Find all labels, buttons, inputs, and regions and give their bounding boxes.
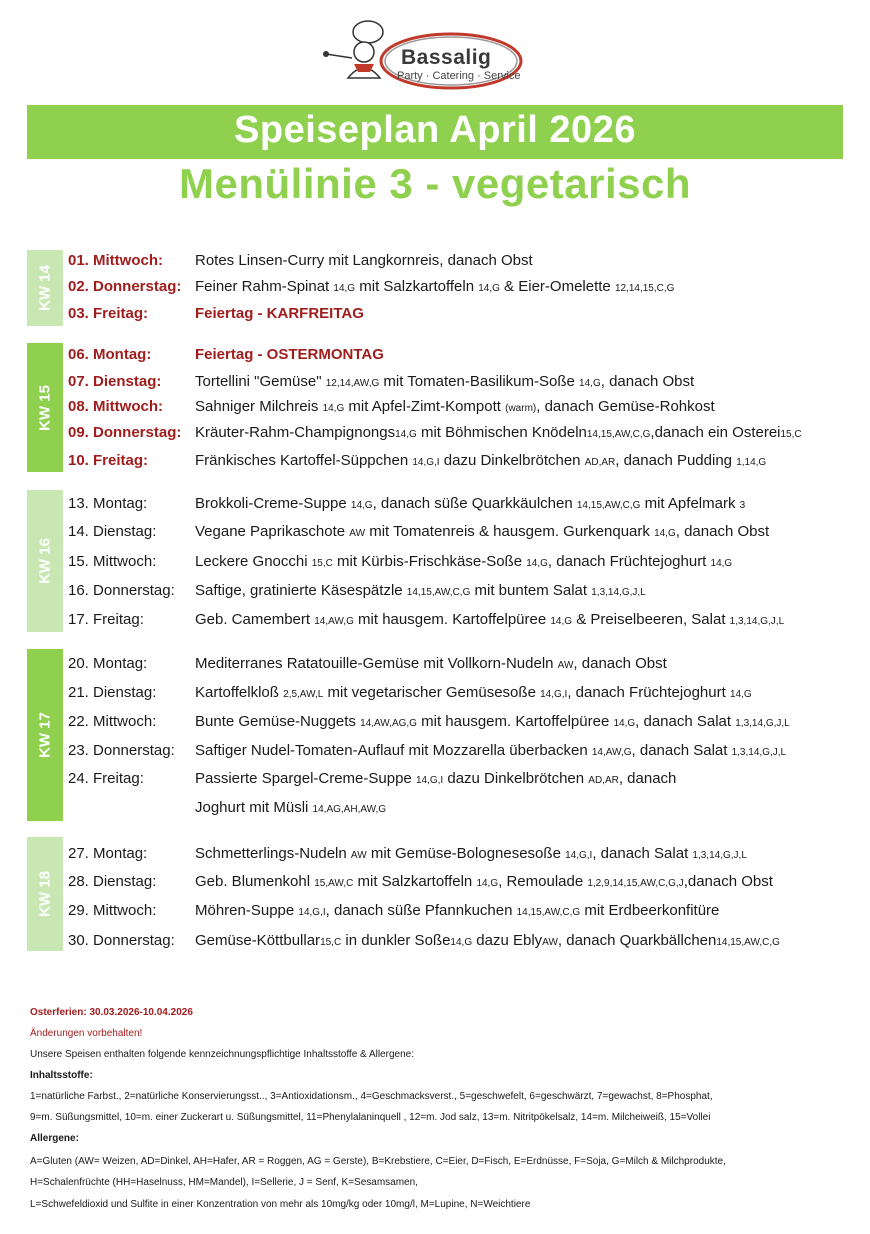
week-label [27, 649, 63, 821]
title-banner [27, 105, 843, 159]
allergen-code: 14,G [613, 718, 636, 729]
menu-day: 15. Mittwoch: [68, 553, 157, 570]
dish-text: Vegane Paprikaschote [195, 523, 350, 540]
dish-text: mit Apfelmark [640, 495, 740, 512]
menu-row [68, 655, 858, 679]
allergen-code: 1,14,G [736, 457, 767, 468]
week-label-text: KW 18 [36, 871, 54, 917]
menu-row [68, 398, 858, 422]
holiday-text: Feiertag - OSTERMONTAG [195, 346, 384, 363]
menu-day: 10. Freitag: [68, 452, 149, 469]
menu-day: 14. Dienstag: [68, 523, 157, 540]
allergens-line: H=Schalenfrüchte (HH=Haselnuss, HM=Mandel), I=Sellerie, J = Senf, K=Sesamsamen, [30, 1177, 418, 1188]
allergen-code: 14,G,I [565, 850, 593, 861]
dish-text: Geb. Camembert [195, 611, 315, 628]
week-label [27, 250, 63, 326]
dish-text: mit hausgem. Kartoffelpüree [416, 713, 614, 730]
menu-row [68, 495, 858, 519]
allergen-code: 14,G [476, 878, 499, 889]
dish-text: Schmetterlings-Nudeln [195, 845, 351, 862]
dish-text: dazu Dinkelbrötchen [439, 452, 585, 469]
allergen-code: 14,G [450, 937, 473, 948]
ingredients-line: 1=natürliche Farbst., 2=natürliche Konservierungsst.., 3=Antioxidationsm., 4=Geschmacksverst., 5=geschwefelt, 6=geschwärzt, 7=gewachst, 8=Phosphat, [30, 1091, 713, 1102]
holiday-notice: Osterferien: 30.03.2026-10.04.2026 [30, 1007, 193, 1018]
menu-day: 20. Montag: [68, 655, 148, 672]
allergen-code: 14,AW,G [314, 616, 354, 627]
menu-day: 09. Donnerstag: [68, 424, 182, 441]
allergen-code: 14,G [526, 558, 548, 569]
dish-text: Möhren-Suppe [195, 902, 299, 919]
allergen-code: 14,G [350, 500, 373, 511]
dish-text: Tortellini "Gemüse" [195, 373, 326, 390]
dish-text: Sahniger Milchreis [195, 398, 323, 415]
menu-row [68, 305, 858, 329]
menu-row [68, 373, 858, 397]
menu-row [68, 742, 858, 766]
allergen-code: AD,AR [584, 457, 616, 468]
menu-day: 30. Donnerstag: [68, 932, 175, 949]
dish-text: Saftige, gratinierte Käsespätzle [195, 582, 407, 599]
week-label-text: KW 14 [36, 265, 54, 311]
allergen-code: 14,G [322, 403, 345, 414]
menu-row [68, 346, 858, 370]
dish-text: & Eier-Omelette [499, 278, 615, 295]
allergen-code: 1,3,14,G,J,L [692, 850, 747, 861]
allergen-code: 14,15,AW,C,G [586, 429, 651, 440]
page-subtitle: Menülinie 3 - vegetarisch [179, 160, 691, 207]
menu-dish [195, 684, 752, 701]
dish-text: mit Tomaten-Basilikum-Soße [379, 373, 580, 390]
menu-day: 27. Montag: [68, 845, 148, 862]
menu-day: 03. Freitag: [68, 305, 149, 322]
dish-text: Fränkisches Kartoffel-Süppchen [195, 452, 413, 469]
dish-text: , danach süße Pfannkuchen [325, 902, 517, 919]
menu-day: 16. Donnerstag: [68, 582, 175, 599]
allergen-code: 14,15,AW,C,G [576, 500, 641, 511]
dish-text: & Preiselbeeren, Salat [572, 611, 730, 628]
allergen-code: AW [557, 660, 574, 671]
menu-row [68, 873, 858, 897]
allergen-code: 1,3,14,G,J,L [735, 718, 790, 729]
menu-day: 01. Mittwoch: [68, 252, 164, 269]
menu-row [68, 932, 858, 956]
dish-text: mit Salzkartoffeln [353, 873, 477, 890]
menu-row [68, 252, 858, 276]
menu-dish [195, 799, 386, 816]
dish-text: ,danach Obst [683, 873, 773, 890]
dish-text: ,danach ein Osterei [650, 424, 781, 441]
allergen-code: 14,G [395, 429, 417, 440]
menu-dish [195, 770, 676, 787]
allergen-code: 14,G,I [298, 907, 326, 918]
allergen-code: 12,14,AW,G [325, 378, 380, 389]
dish-text: , danach Salat [592, 845, 693, 862]
allergen-code: 14,15,AW,C,G [516, 907, 581, 918]
allergen-code: 1,2,9,14,15,AW,C,G,J [587, 878, 684, 889]
dish-text: Mediterranes Ratatouille-Gemüse mit Vollkorn-Nudeln [195, 655, 558, 672]
menu-day: 08. Mittwoch: [68, 398, 164, 415]
menu-dish [195, 398, 715, 415]
menu-dish [195, 523, 769, 540]
dish-text: in dunkler Soße [341, 932, 451, 949]
logo-tagline: Party · Catering · Service [397, 70, 521, 82]
menu-day: 13. Montag: [68, 495, 148, 512]
menu-dish [195, 742, 786, 759]
menu-dish [195, 252, 533, 269]
dish-text: , danach Früchtejoghurt [547, 553, 711, 570]
dish-text: , danach süße Quarkkäulchen [372, 495, 577, 512]
dish-text: mit Kürbis-Frischkäse-Soße [332, 553, 527, 570]
menu-dish [195, 611, 784, 628]
menu-dish [195, 424, 802, 441]
allergen-code: 14,AG,AH,AW,G [312, 804, 387, 815]
holiday-text: Feiertag - KARFREITAG [195, 305, 364, 322]
dish-text: mit buntem Salat [470, 582, 592, 599]
dish-text: Feiner Rahm-Spinat [195, 278, 334, 295]
dish-text: , danach Quarkbällchen [557, 932, 717, 949]
dish-text: , danach Obst [675, 523, 770, 540]
menu-row [68, 799, 858, 823]
allergen-code: AW [349, 528, 366, 539]
allergen-code: 3 [739, 500, 746, 511]
allergen-code: AW [350, 850, 367, 861]
allergen-code: 14,G [710, 558, 733, 569]
menu-dish [195, 452, 766, 469]
menu-dish [195, 278, 674, 295]
allergen-code: 15,C [780, 429, 802, 440]
allergen-code: 14,AW,G [591, 747, 632, 758]
menu-row [68, 611, 858, 635]
dish-text: Bunte Gemüse-Nuggets [195, 713, 361, 730]
company-logo [318, 18, 528, 98]
week-label-text: KW 15 [36, 384, 54, 431]
menu-row [68, 770, 858, 794]
allergen-code: 14,G,I [415, 775, 444, 786]
allergen-code: 1,3,14,G,J,L [591, 587, 646, 598]
week-label [27, 343, 63, 472]
menu-day: 02. Donnerstag: [68, 278, 182, 295]
changes-notice: Änderungen vorbehalten! [30, 1028, 143, 1039]
dish-text: mit Erdbeerkonfitüre [580, 902, 720, 919]
menu-row [68, 553, 858, 577]
allergen-code: (warm) [505, 403, 537, 414]
dish-text: Passierte Spargel-Creme-Suppe [195, 770, 416, 787]
allergen-code: AD,AR [588, 775, 619, 786]
menu-dish [195, 553, 732, 570]
allergen-code: 15,AW,C [314, 878, 354, 889]
dish-text: Brokkoli-Creme-Suppe [195, 495, 351, 512]
dish-text: Rotes Linsen-Curry mit Langkornreis, danach Obst [195, 252, 533, 269]
allergen-code: 14,G [729, 689, 752, 700]
allergen-code: 14,G [550, 616, 573, 627]
allergen-code: 2,5,AW,L [283, 689, 324, 700]
dish-text: mit Apfel-Zimt-Kompott [344, 398, 506, 415]
dish-text: , danach Pudding [615, 452, 737, 469]
allergen-code: 1,3,14,G,J,L [731, 747, 787, 758]
dish-text: Kartoffelkloß [195, 684, 284, 701]
ingredients-heading: Inhaltsstoffe: [30, 1070, 93, 1081]
dish-text: , danach Obst [573, 655, 667, 672]
dish-text: , danach Früchtejoghurt [567, 684, 730, 701]
menu-dish [195, 873, 773, 890]
menu-dish [195, 495, 745, 512]
logo-name: Bassalig [401, 46, 492, 69]
menu-row [68, 582, 858, 606]
menu-dish [195, 713, 790, 730]
dish-text: dazu Dinkelbrötchen [443, 770, 589, 787]
dish-text: , danach Obst [600, 373, 695, 390]
allergen-code: 14,AW,AG,G [360, 718, 417, 729]
week-label [27, 837, 63, 951]
allergen-code: 12,14,15,C,G [614, 283, 675, 294]
menu-row [68, 424, 858, 448]
week-label-text: KW 17 [36, 712, 54, 758]
menu-day: 21. Dienstag: [68, 684, 157, 701]
menu-row [68, 452, 858, 476]
menu-row [68, 684, 858, 708]
dish-text: mit vegetarischer Gemüsesoße [323, 684, 541, 701]
menu-row [68, 713, 858, 737]
menu-day: 22. Mittwoch: [68, 713, 157, 730]
allergens-heading: Allergene: [30, 1133, 79, 1144]
page-title: Speiseplan April 2026 [234, 109, 636, 151]
menu-day: 29. Mittwoch: [68, 902, 157, 919]
menu-day: 28. Dienstag: [68, 873, 157, 890]
dish-text: mit hausgem. Kartoffelpüree [353, 611, 551, 628]
menu-dish [195, 582, 646, 599]
menu-row [68, 845, 858, 869]
dish-text: mit Böhmischen Knödeln [416, 424, 587, 441]
allergen-code: 1,3,14,G,J,L [729, 616, 785, 627]
dish-text: Gemüse-Köttbullar [195, 932, 321, 949]
allergen-code: 14,G,I [540, 689, 568, 700]
ingredients-line: 9=m. Süßungsmittel, 10=m. einer Zuckerart u. Süßungsmittel, 11=Phenylalaninquell , 12=m. Jod salz, 13=m. Nitritpökelsalz, 14=m. Milcheiweiß, 15=Vollei [30, 1112, 711, 1123]
menu-dish [195, 655, 667, 672]
allergen-code: 15,C [311, 558, 333, 569]
dish-text: , danach Salat [631, 742, 732, 759]
allergen-code: 14,G,I [412, 457, 440, 468]
dish-text: mit Gemüse-Bolognesesoße [366, 845, 566, 862]
dish-text: Geb. Blumenkohl [195, 873, 315, 890]
dish-text: , danach Gemüse-Rohkost [536, 398, 715, 415]
menu-row [68, 278, 858, 302]
week-label [27, 490, 63, 632]
dish-text: , danach Salat [635, 713, 736, 730]
dish-text: Saftiger Nudel-Tomaten-Auflauf mit Mozzarella überbacken [195, 742, 592, 759]
dish-text: Leckere Gnocchi [195, 553, 312, 570]
allergen-code: 14,15,AW,C,G [716, 937, 780, 948]
menu-day: 23. Donnerstag: [68, 742, 175, 759]
dish-text: mit Tomatenreis & hausgem. Gurkenquark [365, 523, 655, 540]
allergen-code: AW [542, 937, 558, 948]
menu-dish [195, 932, 780, 949]
dish-text: , danach [618, 770, 677, 787]
dish-text: dazu Ebly [472, 932, 543, 949]
allergens-line: A=Gluten (AW= Weizen, AD=Dinkel, AH=Hafer, AR = Roggen, AG = Gerste), B=Krebstiere, C=Eier, D=Fisch, E=Erdnüsse, F=Soja, G=Milch & Milchprodukte, [30, 1156, 726, 1167]
menu-day: 06. Montag: [68, 346, 152, 363]
menu-dish [195, 845, 747, 862]
week-label-text: KW 16 [36, 538, 54, 584]
dish-text: , Remoulade [498, 873, 588, 890]
menu-day: 17. Freitag: [68, 611, 144, 628]
menu-dish [195, 373, 694, 390]
allergen-code: 14,G [579, 378, 601, 389]
menu-day: 24. Freitag: [68, 770, 144, 787]
allergens-line: L=Schwefeldioxid und Sulfite in einer Konzentration von mehr als 10mg/kg oder 10mg/l, M=Lupine, N=Weichtiere [30, 1199, 531, 1210]
dish-text: Joghurt mit Müsli [195, 799, 313, 816]
menu-row [68, 523, 858, 547]
allergen-code: 15,C [320, 937, 342, 948]
dish-text: Kräuter-Rahm-Champignongs [195, 424, 396, 441]
menu-day: 07. Dienstag: [68, 373, 162, 390]
menu-dish [195, 902, 719, 919]
allergen-code: 14,15,AW,C,G [406, 587, 471, 598]
dish-text: mit Salzkartoffeln [355, 278, 479, 295]
allergen-code: 14,G [478, 283, 500, 294]
allergen-code: 14,G [654, 528, 676, 539]
allergen-code: 14,G [333, 283, 356, 294]
menu-row [68, 902, 858, 926]
allergen-intro: Unsere Speisen enthalten folgende kennzeichnungspflichtige Inhaltsstoffe & Allergene: [30, 1049, 414, 1060]
